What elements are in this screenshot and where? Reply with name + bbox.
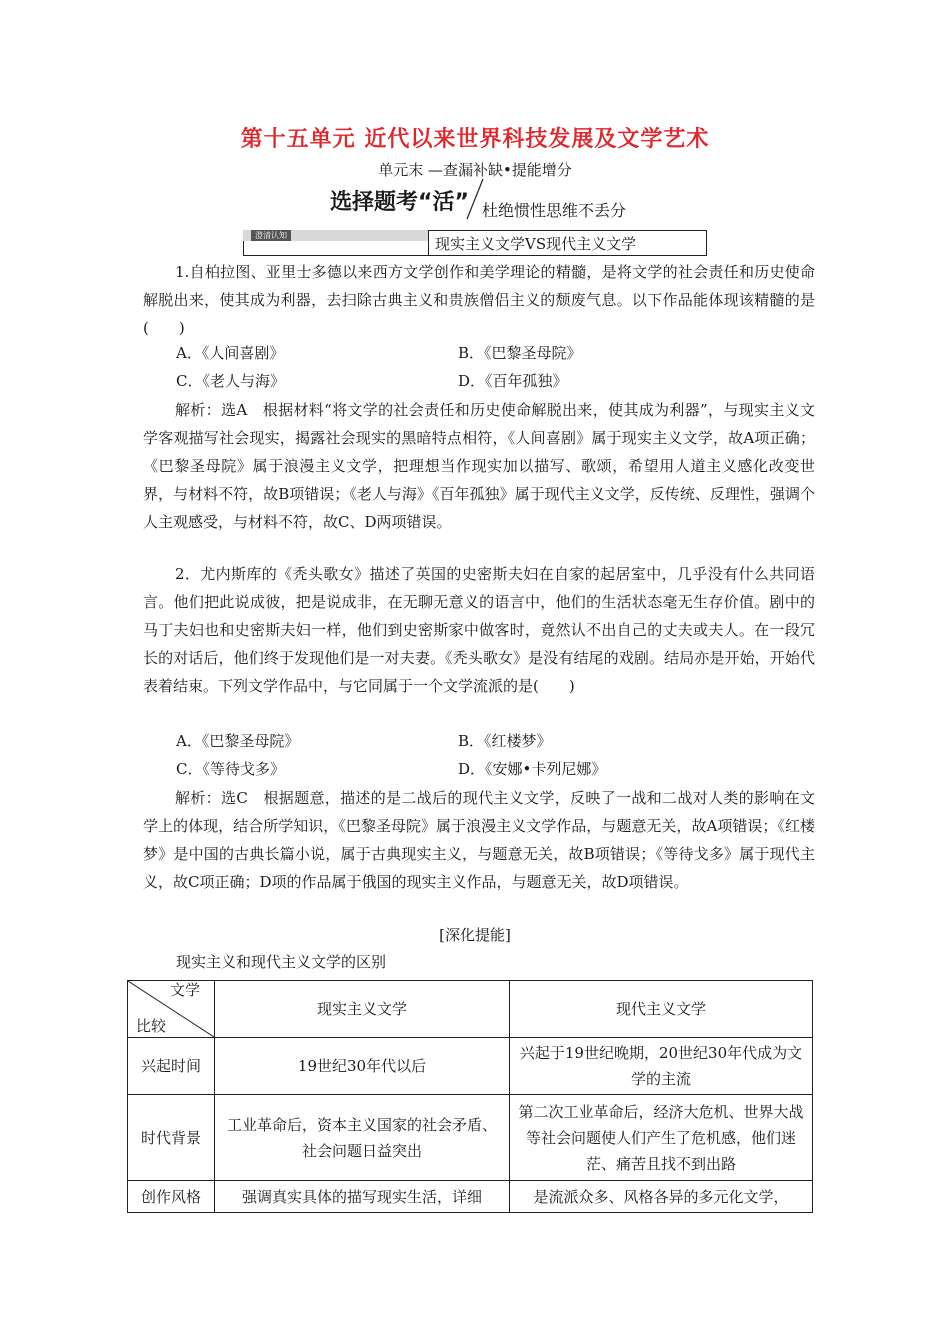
- q2-analysis: 解析：选C 根据题意，描述的是二战后的现代主义文学，反映了一战和二战对人类的影响在文学上的体现，结合所学知识，《巴黎圣母院》属于浪漫主义文学作品，与题意无关，故A项错误；《红楼梦》是中国的古典长篇小说，属于古典现实主义，与题意无关，故B项错误；《等待戈多》属于现代主义，故C项正确；D项的作品属于俄国的现实主义作品，与题意无关，故D项错误。: [143, 789, 815, 891]
- topic-divider: [428, 230, 429, 256]
- unit-title: 第十五单元 近代以来世界科技发展及文学艺术: [240, 126, 710, 152]
- table-corner-cell: [128, 981, 215, 1038]
- section-banner: [330, 181, 710, 223]
- realism-cell: 工业革命后，资本主义国家的社会矛盾、社会问题日益突出: [215, 1095, 510, 1181]
- section-heading: [深化提能]: [439, 926, 511, 944]
- realism-cell: 强调真实具体的描写现实生活，详细: [215, 1181, 510, 1213]
- q1-analysis: 解析：选A 根据材料“将文学的社会责任和历史使命解脱出来，使其成为利器”，与现实主义文学客观描写社会现实，揭露社会现实的黑暗特点相符，《人间喜剧》属于现实主义文学，故A项正确；《巴黎圣母院》属于浪漫主义文学，把理想当作现实加以描写、歌颂，希望用人道主义感化改变世界，与材料不符，故B项错误；《老人与海》《百年孤独》属于现代主义文学，反传统、反理性，强调个人主观感受，与材料不符，故C、D两项错误。: [143, 401, 815, 531]
- modernism-cell: 第二次工业革命后，经济大危机、世界大战等社会问题使人们产生了危机感，他们迷茫、痛苦且找不到出路: [510, 1095, 813, 1181]
- table-header-row: [128, 981, 813, 1038]
- modernism-cell: 是流派众多、风格各异的多元化文学，: [510, 1181, 813, 1213]
- q2-stem: 2．尤内斯库的《秃头歌女》描述了英国的史密斯夫妇在自家的起居室中，几乎没有什么共同语言。他们把此说成彼，把是说成非，在无聊无意义的语言中，他们的生活状态毫无生存价值。剧中的马丁夫妇也和史密斯夫妇一样，他们到史密斯家中做客时，竟然认不出自己的丈夫或夫人。在一段冗长的对话后，他们终于发现他们是一对夫妻。《秃头歌女》是没有结尾的戏剧。结局亦是开始，开始代表着结束。下列文学作品中，与它同属于一个文学流派的是( ): [143, 565, 815, 695]
- topic-label: 现实主义文学VS现代主义文学: [435, 235, 637, 253]
- q2-option-b: B．《红楼梦》: [458, 732, 552, 750]
- q2-option-c: C．《等待戈多》: [176, 760, 285, 778]
- banner-tagline: 杜绝惯性思维不丢分: [482, 201, 627, 220]
- table-row: [128, 1038, 813, 1095]
- q1-option-b: B．《巴黎圣母院》: [458, 344, 582, 362]
- comparison-table: [127, 980, 813, 1213]
- q1-stem: 1.自柏拉图、亚里士多德以来西方文学创作和美学理论的精髓，是将文学的社会责任和历史使命解脱出来，使其成为利器，去扫除古典主义和贵族僧侣主义的颓废气息。以下作品能体现该精髓的是( ): [143, 263, 815, 337]
- unit-subtitle: 单元末 —查漏补缺•提能增分: [378, 161, 572, 179]
- q1-option-c: C．《老人与海》: [176, 372, 285, 390]
- q1-option-a: A．《人间喜剧》: [176, 344, 285, 362]
- tag-bar: [243, 230, 428, 241]
- column-header-modernism: 现代主义文学: [510, 981, 813, 1038]
- q2-option-d: D．《安娜•卡列尼娜》: [458, 760, 607, 778]
- table-caption: 现实主义和现代主义文学的区别: [176, 953, 387, 971]
- column-header-realism: 现实主义文学: [215, 981, 510, 1038]
- corner-bottom-label: 比较: [136, 1017, 167, 1035]
- tag-label: 澄清认知: [251, 230, 291, 241]
- row-label: 创作风格: [128, 1181, 215, 1213]
- corner-top-label: 文学: [169, 981, 200, 999]
- row-label: 时代背景: [128, 1095, 215, 1181]
- realism-cell: 19世纪30年代以后: [215, 1038, 510, 1095]
- row-label: 兴起时间: [128, 1038, 215, 1095]
- q1-option-d: D．《百年孤独》: [458, 372, 568, 390]
- table-row: [128, 1181, 813, 1213]
- banner-main: 选择题考“活”: [330, 190, 469, 215]
- q2-option-a: A．《巴黎圣母院》: [176, 732, 300, 750]
- modernism-cell: 兴起于19世纪晚期，20世纪30年代成为文学的主流: [510, 1038, 813, 1095]
- table-row: [128, 1095, 813, 1181]
